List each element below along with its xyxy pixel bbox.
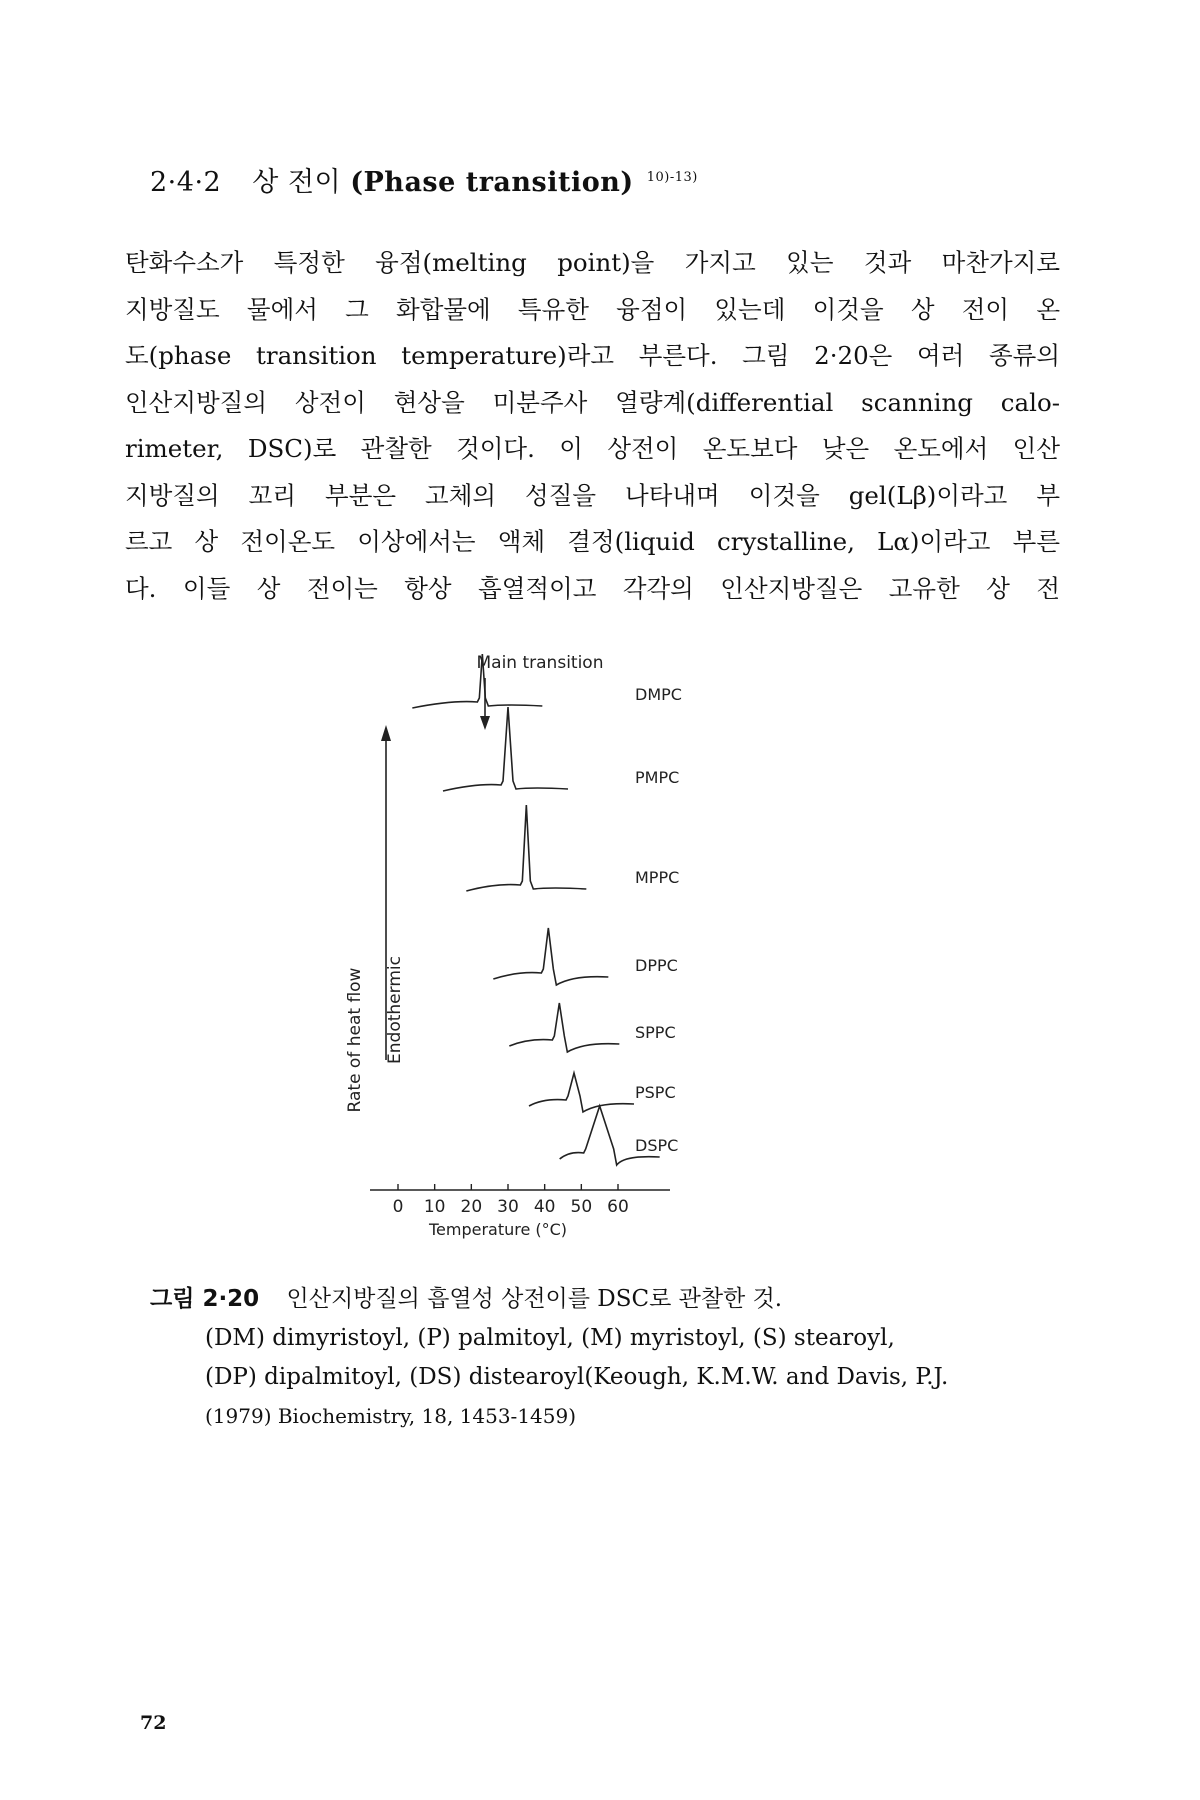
caption-line-2: (DM) dimyristoyl, (P) palmitoyl, (M) myristoyl, (S) stearoyl,: [205, 1325, 895, 1351]
dsc-curve-pmpc: [443, 707, 568, 791]
curve-label-dmpc: DMPC: [635, 685, 682, 704]
curve-labels: [635, 685, 682, 1155]
caption-line-4: (1979) Biochemistry, 18, 1453-1459): [205, 1404, 577, 1428]
chart-title: Main transition: [476, 653, 604, 673]
curve-label-dppc: DPPC: [635, 956, 678, 975]
body-line: 지방질의 꼬리 부분은 고체의 성질을 나타내며 이것을 gel(Lβ)이라고 부: [125, 480, 1060, 510]
x-tick-label: 60: [607, 1197, 629, 1217]
body-line: 지방질도 물에서 그 화합물에 특유한 융점이 있는데 이것을 상 전이 온: [125, 294, 1060, 324]
curve-label-sppc: SPPC: [635, 1023, 676, 1042]
x-tick-label: 50: [570, 1197, 593, 1217]
dsc-curves: [412, 654, 659, 1165]
dsc-chart: [330, 640, 830, 1240]
section-reference: 10)-13): [646, 170, 698, 185]
y-axis-label: Rate of heat flow: [345, 967, 365, 1113]
curve-label-pmpc: PMPC: [635, 768, 680, 787]
body-paragraph: [125, 240, 1060, 612]
caption-line-3: (DP) dipalmitoyl, (DS) distearoyl(Keough, K.M.W. and Davis, P.J.: [205, 1364, 949, 1390]
dsc-curve-dppc: [493, 928, 608, 985]
main-transition-arrowhead: [480, 716, 490, 730]
dsc-curve-sppc: [509, 1003, 619, 1052]
x-tick-label: 40: [533, 1197, 556, 1217]
section-number: 2·4·2: [150, 167, 222, 198]
dsc-figure: [330, 640, 830, 1240]
body-line: 다. 이들 상 전이는 항상 흡열적이고 각각의 인산지방질은 고유한 상 전: [125, 573, 1060, 603]
body-line: rimeter, DSC)로 관찰한 것이다. 이 상전이 온도보다 낮은 온도에서 인산: [125, 434, 1060, 463]
body-line: 탄화수소가 특정한 융점(melting point)을 가지고 있는 것과 마찬가지로: [125, 248, 1060, 277]
x-tick-label: 30: [497, 1197, 519, 1217]
x-tick-label: 20: [460, 1197, 483, 1217]
section-title-ko: 상 전이: [252, 167, 342, 198]
curve-label-pspc: PSPC: [635, 1083, 676, 1102]
x-tick-label: 10: [423, 1197, 446, 1217]
curve-label-mppc: MPPC: [635, 868, 680, 887]
curve-label-dspc: DSPC: [635, 1136, 679, 1155]
x-tick-label: 0: [392, 1197, 404, 1217]
page-number: 72: [140, 1712, 167, 1734]
body-line: 르고 상 전이온도 이상에서는 액체 결정(liquid crystalline, Lα)이라고 부른: [125, 527, 1060, 556]
body-line: 도(phase transition temperature)라고 부른다. 그림 2·20은 여러 종류의: [125, 341, 1060, 370]
caption-label: 그림 2·20: [150, 1286, 260, 1312]
caption-title: 인산지방질의 흡열성 상전이를 DSC로 관찰한 것.: [286, 1286, 783, 1312]
body-line: 인산지방질의 상전이 현상을 미분주사 열량계(differential scanning calo-: [125, 387, 1060, 417]
section-heading: [150, 160, 698, 199]
x-axis-label: Temperature (°C): [428, 1220, 568, 1239]
x-ticks: [393, 1184, 629, 1217]
dsc-curve-mppc: [466, 805, 586, 891]
dsc-curve-pspc: [529, 1073, 634, 1112]
figure-caption: [150, 1280, 1050, 1436]
endothermic-arrowhead: [381, 725, 391, 741]
section-title-en: (Phase transition): [350, 167, 634, 198]
endothermic-label: Endothermic: [385, 956, 405, 1064]
